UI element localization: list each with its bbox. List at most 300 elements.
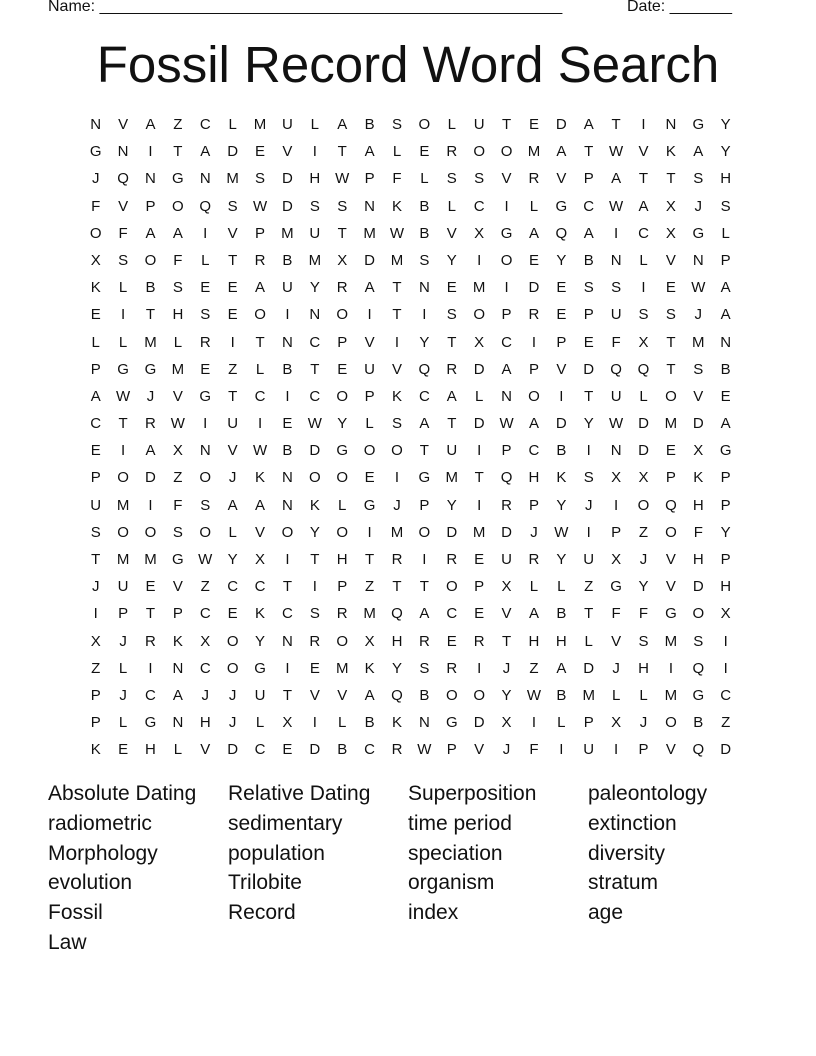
- grid-letter: E: [90, 442, 101, 460]
- grid-letter: I: [285, 551, 290, 568]
- grid-letter: R: [391, 551, 403, 568]
- grid-letter: G: [144, 714, 157, 732]
- grid-letter: R: [528, 551, 540, 568]
- grid-letter: T: [228, 387, 238, 405]
- grid-letter: G: [363, 496, 376, 514]
- grid-letter: D: [501, 523, 512, 541]
- grid-letter: A: [720, 279, 731, 297]
- grid-letter: R: [446, 360, 458, 378]
- grid-letter: N: [282, 632, 293, 650]
- grid-letter: E: [665, 279, 676, 297]
- grid-letter: D: [720, 741, 732, 759]
- grid-letter: I: [668, 659, 673, 677]
- grid-letter: O: [665, 523, 677, 541]
- page-title: Fossil Record Word Search: [96, 36, 720, 93]
- grid-letter: A: [364, 279, 375, 297]
- grid-letter: M: [664, 686, 678, 704]
- grid-letter: K: [172, 632, 183, 650]
- grid-letter: X: [638, 333, 649, 351]
- grid-letter: B: [693, 714, 704, 732]
- grid-letter: S: [693, 170, 704, 188]
- grid-letter: C: [446, 605, 458, 623]
- grid-letter: A: [583, 116, 594, 133]
- grid-letter: O: [199, 469, 212, 487]
- grid-letter: V: [255, 523, 266, 541]
- word-bank-item: organism: [408, 871, 495, 895]
- grid-letter: F: [392, 170, 402, 188]
- grid-letter: E: [419, 143, 430, 161]
- grid-letter: P: [611, 523, 622, 541]
- grid-letter: I: [559, 387, 564, 405]
- grid-letter: I: [641, 116, 646, 133]
- grid-letter: C: [145, 686, 156, 704]
- grid-letter: B: [337, 741, 348, 759]
- grid-letter: F: [118, 224, 128, 242]
- grid-letter: P: [90, 469, 101, 487]
- grid-letter: M: [390, 523, 404, 541]
- grid-letter: R: [528, 306, 540, 324]
- grid-letter: P: [337, 333, 348, 351]
- grid-letter: A: [611, 170, 622, 188]
- grid-letter: E: [720, 387, 731, 405]
- grid-letter: I: [614, 741, 619, 759]
- grid-letter: U: [473, 116, 485, 133]
- grid-letter: L: [255, 714, 265, 732]
- grid-letter: C: [638, 224, 649, 242]
- grid-letter: Z: [200, 578, 210, 596]
- grid-letter: S: [255, 170, 266, 188]
- grid-letter: I: [312, 143, 317, 161]
- grid-letter: L: [338, 714, 347, 732]
- grid-letter: G: [89, 143, 102, 161]
- grid-letter: I: [477, 251, 482, 269]
- grid-letter: I: [394, 333, 400, 351]
- grid-letter: M: [116, 496, 130, 514]
- grid-letter: Z: [638, 523, 649, 541]
- grid-letter: Q: [391, 605, 403, 623]
- grid-letter: A: [528, 415, 539, 433]
- grid-letter: B: [364, 714, 375, 732]
- grid-letter: I: [93, 605, 98, 623]
- grid-letter: X: [501, 714, 512, 732]
- grid-letter: J: [228, 686, 237, 704]
- word-bank-item: Superposition: [408, 782, 537, 805]
- grid-letter: S: [419, 251, 430, 269]
- word-bank-item: Law: [48, 930, 87, 954]
- grid-letter: K: [391, 714, 402, 732]
- grid-letter: T: [282, 686, 293, 704]
- grid-letter: Q: [500, 469, 513, 487]
- grid-letter: C: [583, 197, 595, 215]
- grid-letter: I: [586, 442, 591, 460]
- grid-letter: G: [500, 224, 513, 242]
- grid-letter: P: [556, 333, 567, 351]
- grid-letter: N: [172, 659, 184, 677]
- word-bank-item: Relative Dating: [228, 782, 371, 805]
- grid-letter: P: [583, 714, 594, 732]
- grid-letter: D: [282, 170, 293, 188]
- grid-letter: I: [422, 306, 427, 324]
- grid-letter: V: [118, 116, 129, 133]
- grid-letter: E: [583, 333, 594, 351]
- grid-letter: A: [638, 197, 649, 215]
- grid-letter: U: [610, 306, 622, 324]
- grid-letter: G: [254, 659, 266, 677]
- grid-letter: R: [145, 415, 156, 433]
- grid-letter: S: [227, 197, 238, 215]
- grid-letter: A: [364, 143, 375, 161]
- grid-letter: A: [419, 605, 430, 623]
- grid-letter: T: [282, 578, 293, 596]
- grid-letter: G: [336, 442, 349, 460]
- grid-letter: P: [720, 251, 731, 269]
- grid-letter: O: [473, 306, 485, 324]
- grid-letter: M: [363, 605, 376, 623]
- grid-letter: E: [446, 632, 457, 650]
- grid-letter: U: [364, 360, 376, 378]
- grid-letter: V: [118, 197, 129, 215]
- grid-letter: H: [528, 469, 540, 487]
- grid-letter: N: [145, 170, 156, 188]
- grid-letter: O: [500, 251, 513, 269]
- grid-letter: H: [336, 551, 348, 568]
- grid-letter: E: [528, 251, 539, 269]
- grid-letter: O: [391, 442, 403, 460]
- grid-letter: S: [172, 279, 183, 297]
- grid-letter: S: [583, 279, 594, 297]
- grid-letter: E: [337, 360, 348, 378]
- grid-letter: I: [422, 551, 427, 568]
- grid-letter: C: [199, 605, 211, 623]
- grid-letter: P: [528, 360, 539, 378]
- grid-letter: J: [694, 306, 703, 324]
- grid-letter: I: [257, 415, 263, 433]
- grid-letter: S: [309, 197, 320, 215]
- grid-letter: N: [692, 251, 704, 269]
- grid-letter: A: [145, 224, 156, 242]
- grid-letter: W: [198, 551, 213, 568]
- grid-letter: R: [473, 632, 485, 650]
- grid-letter: I: [641, 279, 646, 297]
- grid-letter: R: [446, 551, 458, 568]
- grid-letter: V: [309, 686, 320, 704]
- grid-letter: C: [418, 387, 430, 405]
- grid-letter: U: [282, 279, 293, 297]
- grid-letter: T: [118, 415, 128, 433]
- letter-grid: [82, 114, 739, 767]
- grid-letter: M: [144, 333, 157, 351]
- grid-letter: L: [529, 578, 539, 596]
- grid-letter: C: [364, 741, 376, 759]
- grid-letter: P: [720, 551, 731, 568]
- grid-letter: L: [365, 415, 374, 433]
- grid-letter: B: [556, 686, 567, 704]
- grid-letter: P: [583, 170, 594, 188]
- grid-letter: D: [364, 251, 376, 269]
- grid-letter: X: [665, 197, 676, 215]
- grid-letter: O: [473, 686, 485, 704]
- grid-letter: C: [282, 605, 293, 623]
- grid-letter: Q: [610, 360, 622, 378]
- grid-letter: M: [308, 251, 322, 269]
- grid-letter: E: [556, 279, 567, 297]
- grid-letter: X: [364, 632, 375, 650]
- grid-letter: I: [477, 442, 482, 460]
- grid-letter: Y: [501, 686, 512, 704]
- grid-letter: V: [556, 170, 567, 188]
- grid-letter: D: [555, 116, 567, 133]
- grid-letter: B: [720, 360, 731, 378]
- grid-letter: N: [282, 333, 293, 351]
- grid-letter: L: [721, 224, 730, 242]
- grid-letter: I: [203, 415, 208, 433]
- grid-letter: J: [228, 469, 237, 487]
- grid-letter: I: [121, 442, 126, 460]
- grid-letter: S: [391, 116, 402, 133]
- grid-letter: T: [419, 578, 429, 596]
- grid-letter: N: [282, 496, 293, 514]
- grid-letter: T: [255, 333, 265, 351]
- grid-letter: V: [200, 741, 211, 759]
- grid-letter: O: [473, 143, 485, 161]
- grid-letter: F: [173, 496, 183, 514]
- grid-letter: T: [228, 251, 238, 269]
- grid-letter: P: [337, 578, 348, 596]
- grid-letter: A: [90, 387, 101, 405]
- word-bank-item: speciation: [408, 841, 503, 865]
- word-bank-item: population: [228, 841, 325, 865]
- grid-letter: K: [90, 279, 101, 297]
- grid-letter: S: [611, 279, 622, 297]
- grid-letter: Q: [391, 686, 403, 704]
- grid-letter: S: [118, 251, 129, 269]
- grid-letter: F: [638, 605, 649, 623]
- grid-letter: M: [692, 333, 705, 351]
- grid-letter: E: [528, 116, 539, 133]
- grid-letter: O: [89, 224, 102, 242]
- grid-letter: Z: [365, 578, 375, 596]
- grid-letter: G: [610, 578, 622, 596]
- grid-letter: X: [693, 442, 704, 460]
- grid-letter: M: [445, 469, 459, 487]
- grid-letter: Y: [309, 523, 320, 541]
- grid-letter: P: [446, 741, 457, 759]
- grid-letter: T: [392, 279, 402, 297]
- grid-letter: H: [720, 578, 732, 596]
- grid-letter: G: [692, 686, 705, 704]
- grid-letter: N: [199, 442, 211, 460]
- grid-letter: E: [200, 360, 211, 378]
- grid-letter: W: [417, 741, 432, 759]
- grid-letter: O: [281, 523, 294, 541]
- grid-letter: G: [117, 360, 129, 378]
- grid-letter: R: [418, 632, 430, 650]
- grid-letter: L: [118, 659, 128, 677]
- grid-letter: S: [720, 197, 731, 215]
- grid-letter: Z: [529, 659, 539, 677]
- grid-letter: K: [556, 469, 567, 487]
- grid-letter: Q: [117, 170, 129, 188]
- grid-letter: T: [447, 333, 457, 351]
- grid-letter: I: [559, 741, 564, 759]
- grid-letter: F: [611, 605, 621, 623]
- grid-letter: Y: [255, 632, 266, 650]
- grid-letter: S: [337, 197, 348, 215]
- grid-letter: P: [720, 496, 731, 514]
- grid-letter: I: [586, 523, 591, 541]
- grid-letter: W: [252, 197, 268, 215]
- grid-letter: L: [611, 686, 621, 704]
- grid-letter: I: [504, 197, 509, 215]
- grid-letter: T: [145, 306, 156, 324]
- grid-letter: A: [255, 279, 266, 297]
- grid-letter: E: [227, 279, 238, 297]
- grid-letter: D: [638, 442, 649, 460]
- grid-letter: I: [203, 224, 208, 242]
- grid-letter: O: [363, 442, 376, 460]
- grid-letter: J: [530, 523, 538, 541]
- grid-letter: T: [584, 143, 594, 161]
- word-bank-item: time period: [408, 811, 512, 835]
- grid-letter: I: [285, 659, 290, 677]
- grid-letter: E: [474, 551, 485, 568]
- grid-letter: W: [554, 523, 569, 541]
- grid-letter: T: [145, 605, 156, 623]
- grid-letter: N: [610, 251, 622, 269]
- grid-letter: L: [557, 714, 566, 732]
- grid-letter: H: [692, 496, 704, 514]
- grid-letter: K: [665, 143, 676, 161]
- grid-letter: I: [723, 659, 728, 677]
- grid-letter: J: [639, 551, 648, 568]
- grid-letter: D: [145, 469, 156, 487]
- grid-letter: A: [720, 415, 731, 433]
- grid-letter: T: [392, 578, 402, 596]
- grid-letter: X: [90, 251, 101, 269]
- grid-letter: Y: [556, 251, 567, 269]
- grid-letter: A: [556, 143, 567, 161]
- grid-letter: L: [91, 333, 100, 351]
- grid-letter: D: [282, 197, 293, 215]
- grid-letter: L: [447, 197, 456, 215]
- grid-letter: O: [418, 116, 431, 133]
- grid-letter: L: [310, 116, 319, 133]
- grid-letter: W: [609, 197, 624, 215]
- grid-letter: B: [556, 605, 567, 623]
- grid-letter: A: [172, 224, 183, 242]
- grid-letter: L: [118, 279, 128, 297]
- grid-letter: S: [391, 415, 402, 433]
- grid-letter: H: [145, 741, 156, 759]
- grid-letter: Y: [583, 415, 594, 433]
- grid-letter: M: [144, 551, 157, 568]
- grid-letter: P: [90, 360, 101, 378]
- grid-letter: V: [227, 442, 238, 460]
- grid-letter: Q: [637, 360, 650, 378]
- grid-letter: P: [364, 387, 375, 405]
- grid-letter: X: [611, 469, 622, 487]
- word-bank-item: evolution: [48, 871, 133, 895]
- grid-letter: X: [282, 714, 293, 732]
- grid-letter: D: [692, 578, 704, 596]
- grid-letter: L: [639, 251, 648, 269]
- grid-letter: X: [172, 442, 183, 460]
- grid-letter: U: [282, 116, 293, 133]
- grid-letter: V: [391, 360, 402, 378]
- grid-letter: R: [336, 279, 348, 297]
- grid-letter: I: [614, 496, 619, 514]
- grid-letter: S: [665, 306, 676, 324]
- grid-letter: J: [694, 197, 703, 215]
- grid-letter: E: [227, 306, 238, 324]
- grid-letter: D: [528, 279, 540, 297]
- word-bank-item: radiometric: [48, 811, 152, 835]
- grid-letter: P: [118, 605, 129, 623]
- grid-letter: Z: [173, 469, 183, 487]
- grid-letter: P: [665, 469, 676, 487]
- grid-letter: I: [531, 714, 537, 732]
- grid-letter: S: [693, 360, 704, 378]
- grid-letter: A: [528, 224, 539, 242]
- grid-letter: U: [446, 442, 458, 460]
- grid-letter: S: [90, 523, 101, 541]
- grid-letter: O: [637, 496, 650, 514]
- grid-letter: O: [117, 469, 129, 487]
- grid-letter: W: [526, 686, 542, 704]
- name-field-label: Name: ____________________________________________________: [48, 0, 563, 15]
- word-bank-item: stratum: [588, 871, 659, 895]
- grid-letter: L: [255, 360, 265, 378]
- grid-letter: Q: [418, 360, 431, 378]
- grid-letter: G: [719, 442, 732, 460]
- grid-letter: I: [285, 387, 290, 405]
- grid-letter: T: [447, 415, 457, 433]
- grid-letter: O: [665, 714, 677, 732]
- grid-letter: M: [527, 143, 541, 161]
- grid-letter: A: [172, 686, 183, 704]
- grid-letter: M: [363, 224, 376, 242]
- grid-letter: C: [473, 197, 485, 215]
- grid-letter: L: [639, 387, 648, 405]
- grid-letter: T: [611, 116, 621, 133]
- grid-letter: D: [446, 523, 458, 541]
- grid-letter: C: [528, 442, 540, 460]
- grid-letter: M: [335, 659, 349, 677]
- grid-letter: D: [473, 415, 485, 433]
- grid-letter: G: [555, 197, 568, 215]
- grid-letter: B: [282, 360, 293, 378]
- grid-letter: C: [309, 333, 321, 351]
- grid-letter: I: [312, 714, 317, 732]
- grid-letter: D: [473, 714, 485, 732]
- grid-letter: Y: [720, 116, 731, 133]
- grid-letter: U: [90, 496, 102, 514]
- grid-letter: X: [200, 632, 211, 650]
- grid-letter: D: [583, 659, 595, 677]
- grid-letter: A: [693, 143, 704, 161]
- grid-letter: L: [118, 333, 128, 351]
- grid-letter: J: [91, 170, 100, 188]
- grid-letter: D: [692, 415, 704, 433]
- grid-letter: B: [419, 197, 430, 215]
- grid-letter: Y: [720, 143, 731, 161]
- grid-letter: I: [367, 306, 372, 324]
- grid-letter: U: [583, 741, 595, 759]
- grid-letter: I: [312, 578, 317, 596]
- grid-letter: T: [666, 333, 676, 351]
- grid-letter: E: [282, 415, 293, 433]
- grid-letter: I: [148, 496, 153, 514]
